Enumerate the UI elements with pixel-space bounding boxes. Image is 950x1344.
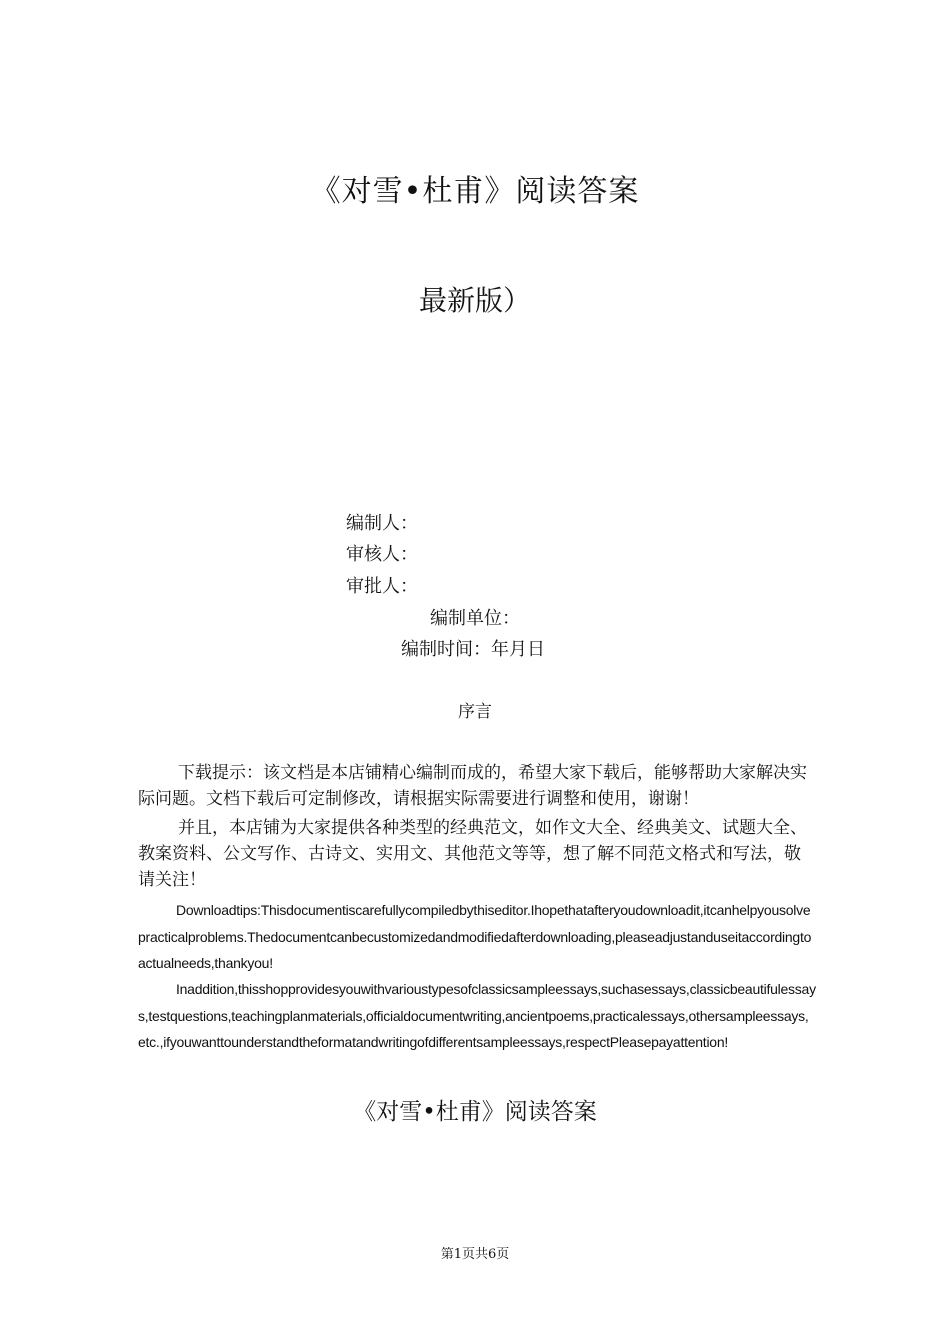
approver-field: 审批人： <box>346 576 418 597</box>
reviewer-field: 审核人： <box>346 544 418 565</box>
section-title: 《对雪•杜甫》阅读答案 <box>353 1099 597 1125</box>
time-field: 编制时间：年月日 <box>401 639 545 660</box>
preface-heading: 序言 <box>458 702 492 722</box>
download-tip-en: Downloadtips:Thisdocumentiscarefullycompiledbythiseditor.Ihopethatafteryoudownloadit,itcanhelpyousolvepracticalproblems.Thedocumentcanbecustomizedandmodifiedafterdownloading,pleaseadjustanduseitaccordingtoactualneeds,thankyou! <box>138 902 812 971</box>
additional-info-en: Inaddition,thisshopprovidesyouwithvarioustypesofclassicsampleessays,suchasessays,classicbeautifulessays,testquestions,teachingplanmaterials,officialdocumentwriting,ancientpoems,practicalessays,othersampleessays,etc.,ifyouwanttounderstandtheformatandwritingofdifferentsampleessays,respectPleasepayattention! <box>138 981 816 1050</box>
download-tip-cn: 下载提示：该文档是本店铺精心编制而成的，希望大家下载后，能够帮助大家解决实际问题。文档下载后可定制修改，请根据实际需要进行调整和使用，谢谢！ <box>138 763 807 809</box>
unit-field: 编制单位： <box>430 608 520 629</box>
document-subtitle: 最新版） <box>418 284 531 317</box>
page-footer: 第1页共6页 <box>440 1247 510 1262</box>
editor-field: 编制人： <box>346 513 418 534</box>
document-title: 《对雪•杜甫》阅读答案 <box>310 174 640 209</box>
additional-info-cn: 并且，本店铺为大家提供各种类型的经典范文，如作文大全、经典美文、试题大全、教案资料、公文写作、古诗文、实用文、其他范文等等，想了解不同范文格式和写法，敬请关注！ <box>138 818 807 890</box>
